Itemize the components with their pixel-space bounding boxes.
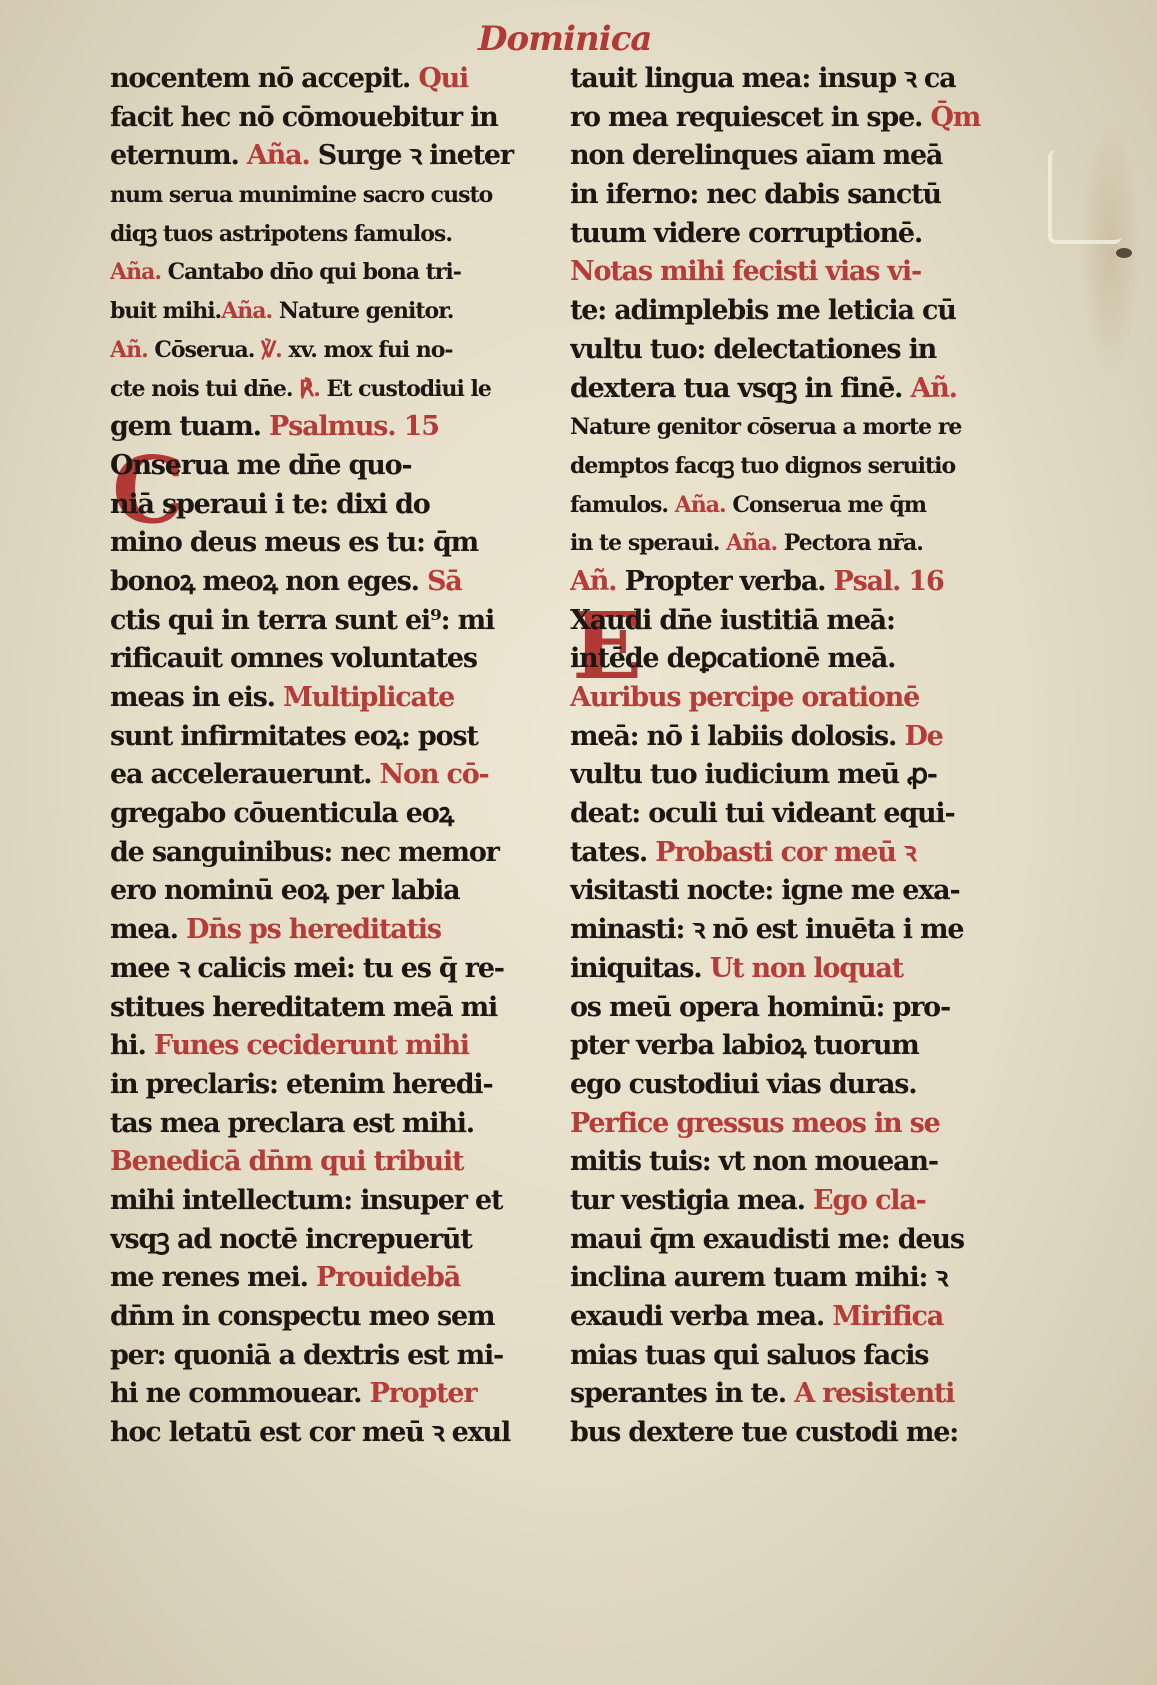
rubric-text: Añ. <box>570 565 617 597</box>
text-line <box>110 486 540 525</box>
body-text: gem tuam. <box>110 411 269 443</box>
text-line <box>570 834 1000 873</box>
body-text: bus dextere tue custodi me: <box>570 1417 958 1449</box>
text-line <box>570 563 1000 602</box>
body-text: in te speraui. <box>570 530 727 557</box>
body-text: Surge ꝛ ineter <box>309 140 513 172</box>
text-line <box>570 640 1000 679</box>
text-line <box>570 486 1000 525</box>
rubric-text: Dn̄s ps hereditatis <box>186 914 441 946</box>
text-line <box>110 1143 540 1182</box>
text-line <box>110 1337 540 1376</box>
body-text: Cōserua. <box>147 336 262 363</box>
body-text: vultu tuo iudicium meū ꝓ- <box>570 759 937 791</box>
body-text: meā: nō i labiis dolosis. <box>570 720 905 752</box>
body-text: intēde deꝑcationē meā. <box>570 643 896 675</box>
text-line <box>570 1105 1000 1144</box>
rubric-text: Psal. 16 <box>833 565 944 597</box>
body-text: ctis qui in terra sunt ei⁹: mi <box>110 604 495 636</box>
rubric-text: Aña. <box>674 491 726 518</box>
text-line <box>110 1066 540 1105</box>
body-text: hi. <box>110 1030 154 1062</box>
text-line <box>570 679 1000 718</box>
text-line <box>110 176 540 215</box>
body-text: mea. <box>110 914 187 946</box>
text-line <box>570 408 1000 447</box>
text-line <box>570 524 1000 563</box>
text-line <box>110 563 540 602</box>
body-text: nocentem nō accepit. <box>110 63 419 94</box>
body-text: tuum videre corruptionē. <box>570 217 923 249</box>
text-line <box>570 253 1000 292</box>
text-line <box>570 292 1000 331</box>
body-text: iniquitas. <box>570 952 710 984</box>
rubric-text: Prouidebā <box>315 1262 461 1294</box>
text-line <box>110 370 540 409</box>
body-text: in iferno: nec dabis sanctū <box>570 179 941 211</box>
text-line <box>570 1027 1000 1066</box>
rubric-text: Añ. <box>110 336 148 363</box>
text-line <box>570 1066 1000 1105</box>
rubric-text: Mirifica <box>832 1301 944 1332</box>
text-line <box>110 292 540 331</box>
body-text: Propter verba. <box>616 565 834 597</box>
body-text: mias tuas qui saluos facis <box>570 1339 929 1371</box>
text-line <box>570 176 1000 215</box>
body-text: exaudi verba mea. <box>570 1301 833 1332</box>
body-text: in preclaris: etenim heredi- <box>110 1068 493 1100</box>
text-line <box>570 60 1000 99</box>
text-line <box>110 1182 540 1221</box>
decorated-initial-c: C <box>112 436 186 544</box>
body-text: sunt infirmitates eoꝝ: post <box>110 720 478 752</box>
body-text: per: quoniā a dextris est mi- <box>110 1339 504 1371</box>
text-line <box>570 718 1000 757</box>
body-text: Et custodiui le <box>319 375 491 402</box>
body-text: Conserua me q̄m <box>725 491 927 518</box>
body-text: diqꝫ tuos astripotens famulos. <box>110 220 452 247</box>
body-text: demptos facqꝫ tuo dignos seruitio <box>570 452 956 479</box>
text-line <box>110 795 540 834</box>
rubric-text: Sā <box>427 565 462 597</box>
text-line <box>570 331 1000 370</box>
body-text: buit mihi. <box>110 298 222 325</box>
text-line <box>110 872 540 911</box>
text-line <box>110 253 540 292</box>
body-text: rificauit omnes voluntates <box>110 643 477 675</box>
body-text: inclina aurem tuam mihi: ꝛ <box>570 1262 948 1294</box>
text-line <box>110 1298 540 1337</box>
body-text: vultu tuo: delectationes in <box>570 333 937 365</box>
body-text: de sanguinibus: nec memor <box>110 836 499 868</box>
body-text: pter verba labioꝝ tuorum <box>570 1030 919 1062</box>
text-line <box>570 1414 1000 1453</box>
body-text: meas in eis. <box>110 682 283 713</box>
text-line <box>570 911 1000 950</box>
body-text: Pectora nr̄a. <box>777 530 923 557</box>
text-line <box>110 911 540 950</box>
text-line <box>570 1298 1000 1337</box>
text-line <box>570 989 1000 1028</box>
text-line <box>570 1337 1000 1376</box>
body-text: ea accelerauerunt. <box>110 759 380 791</box>
text-line <box>570 1221 1000 1260</box>
text-line <box>110 331 540 370</box>
text-line <box>570 99 1000 138</box>
rubric-text: ℣. <box>261 336 282 363</box>
text-line <box>110 408 540 447</box>
text-line <box>110 718 540 757</box>
body-text: Nature genitor. <box>272 298 454 325</box>
rubric-text: A resistenti <box>794 1378 955 1410</box>
text-line <box>110 1027 540 1066</box>
text-line <box>570 1182 1000 1221</box>
rubric-text: Multiplicate <box>282 682 455 713</box>
body-text: te: adimplebis me leticia cū <box>570 295 956 327</box>
text-line <box>570 602 1000 641</box>
body-text: stitues hereditatem meā mi <box>110 991 498 1023</box>
rubric-text: Qui <box>418 63 469 94</box>
rubric-text: Aña. <box>726 530 778 557</box>
text-line <box>570 137 1000 176</box>
right-text-column <box>570 60 1000 1453</box>
text-line <box>570 756 1000 795</box>
body-text: Onserua me dn̄e quo- <box>110 449 412 481</box>
text-line <box>570 1143 1000 1182</box>
rubric-text: Probasti cor meū ꝛ <box>655 836 916 868</box>
body-text: xv. mox fui no- <box>281 336 453 363</box>
rubric-text: Perfice gressus meos in se <box>570 1107 940 1139</box>
text-line <box>570 215 1000 254</box>
body-text: Nature genitor cōserua a morte re <box>570 414 962 441</box>
text-line <box>570 872 1000 911</box>
text-line <box>110 989 540 1028</box>
text-line <box>110 447 540 486</box>
rubric-text: Ego cla- <box>813 1184 926 1216</box>
rubric-text: Non cō- <box>379 759 489 791</box>
body-text: facit hec nō cōmouebitur in <box>110 101 498 133</box>
text-line <box>110 1414 540 1453</box>
text-line <box>110 950 540 989</box>
body-text: deat: oculi tui videant equi- <box>570 798 955 830</box>
body-text: tur vestigia mea. <box>570 1184 813 1216</box>
body-text: dn̄m in conspectu meo sem <box>110 1301 495 1332</box>
body-text: gregabo cōuenticula eoꝝ <box>110 798 453 830</box>
decorated-initial-e: E <box>572 592 643 700</box>
rubric-text: Funes ceciderunt mihi <box>153 1030 469 1062</box>
body-text: bonoꝝ meoꝝ non eges. <box>110 565 427 597</box>
body-text: num serua munimine sacro custo <box>110 182 493 209</box>
text-line <box>570 370 1000 409</box>
rubric-text: Aña. <box>110 259 161 286</box>
body-text: mee ꝛ calicis mei: tu es q̄ re- <box>110 952 504 984</box>
text-line <box>110 679 540 718</box>
body-text: vsqꝫ ad noctē increpuerūt <box>110 1223 472 1255</box>
body-text: hoc letatū est cor meū ꝛ exul <box>110 1417 511 1449</box>
text-line <box>570 1375 1000 1414</box>
text-line <box>110 99 540 138</box>
text-line <box>110 60 540 99</box>
text-line <box>110 524 540 563</box>
text-line <box>570 1259 1000 1298</box>
rubric-text: Aña. <box>221 298 273 325</box>
body-text: minasti: ꝛ nō est inuēta i me <box>570 914 964 946</box>
body-text: mihi intellectum: insuper et <box>110 1184 503 1216</box>
body-text: Xaudi dn̄e iustitiā meā: <box>570 604 895 636</box>
body-text: ro mea requiescet in spe. <box>570 101 931 133</box>
text-line <box>110 1105 540 1144</box>
rubric-text: Notas mihi fecisti vias vi- <box>570 256 921 288</box>
rubric-text: ℟. <box>299 375 320 402</box>
body-text: mitis tuis: vt non mouean- <box>570 1146 938 1178</box>
running-head: Dominica <box>478 19 652 59</box>
body-text: maui q̄m exaudisti me: deus <box>570 1223 964 1255</box>
body-text: os meū opera hominū: pro- <box>570 991 950 1023</box>
body-text: hi ne commouear. <box>110 1378 370 1410</box>
text-line <box>570 795 1000 834</box>
rubric-text: Aña. <box>246 140 310 172</box>
text-line <box>110 215 540 254</box>
body-text: tas mea preclara est mihi. <box>110 1107 474 1139</box>
rubric-text: Psalmus. 15 <box>269 411 439 443</box>
body-text: ero nominū eoꝝ per labia <box>110 875 460 907</box>
text-line <box>110 756 540 795</box>
body-text: niā speraui i te: dixi do <box>110 488 430 520</box>
rubric-text: Q̄m <box>930 101 981 133</box>
body-text: famulos. <box>570 491 675 518</box>
body-text: mino deus meus es tu: q̄m <box>110 527 479 559</box>
rubric-text: Propter <box>369 1378 477 1410</box>
body-text: visitasti nocte: igne me exa- <box>570 875 960 907</box>
body-text: sperantes in te. <box>570 1378 795 1410</box>
body-text: cte nois tui dn̄e. <box>110 375 300 402</box>
rubric-text: De <box>904 720 943 752</box>
body-text: eternum. <box>110 140 247 172</box>
text-line <box>110 137 540 176</box>
text-line <box>110 1259 540 1298</box>
rubric-text: Auribus percipe orationē <box>570 682 920 713</box>
text-line <box>110 1221 540 1260</box>
body-text: dextera tua vsqꝫ in finē. <box>570 372 911 404</box>
body-text: ego custodiui vias duras. <box>570 1068 917 1100</box>
rubric-text: Añ. <box>910 372 957 404</box>
text-line <box>110 602 540 641</box>
text-line <box>110 640 540 679</box>
body-text: tauit lingua mea: insup ꝛ ca <box>570 63 956 94</box>
body-text: non derelinques aīam meā <box>570 140 943 172</box>
body-text: me renes mei. <box>110 1262 316 1294</box>
text-line <box>110 1375 540 1414</box>
rubric-text: Ut non loquat <box>709 952 903 984</box>
text-line <box>110 834 540 873</box>
paper-damage-mark <box>1048 150 1122 244</box>
left-text-column <box>110 60 540 1453</box>
body-text: Cantabo dn̄o qui bona tri- <box>160 259 461 286</box>
text-line <box>570 447 1000 486</box>
body-text: tates. <box>570 836 656 868</box>
rubric-text: Benedicā dn̄m qui tribuit <box>110 1146 464 1178</box>
text-line <box>570 950 1000 989</box>
